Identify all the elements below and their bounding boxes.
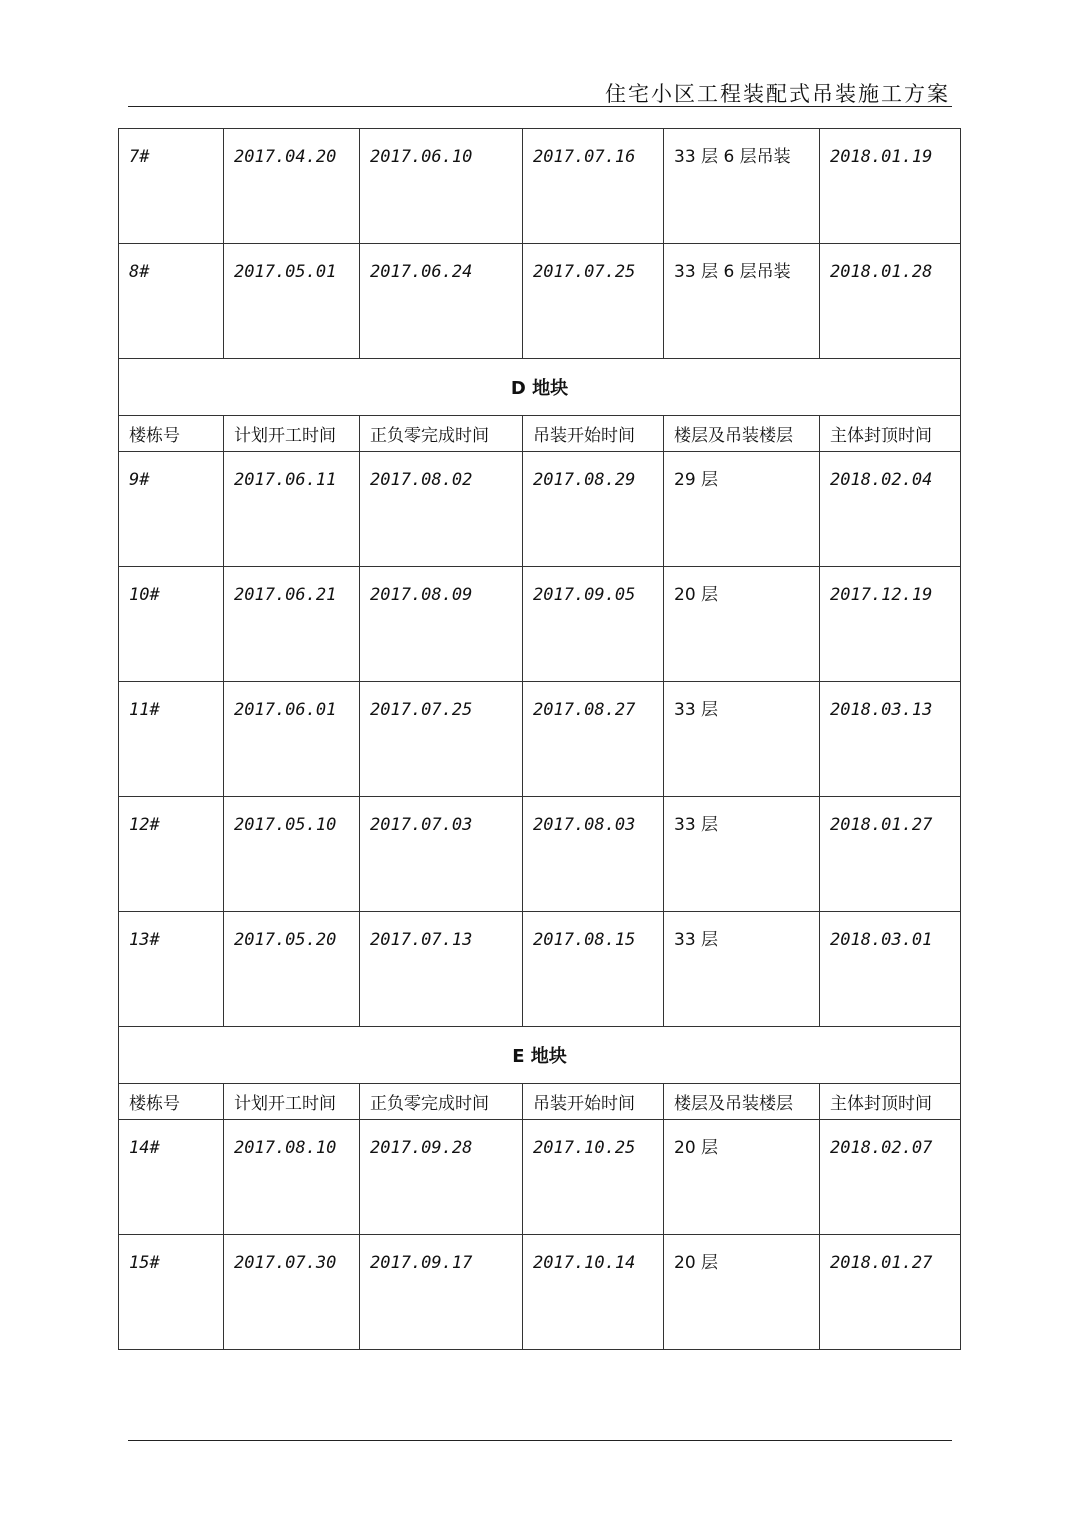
hoist-date-cell: 2017.10.14	[523, 1235, 664, 1350]
column-header: 楼栋号	[119, 1084, 224, 1120]
page-header	[128, 76, 952, 106]
zero-date-cell: 2017.07.25	[360, 682, 523, 797]
section-title: E 地块	[119, 1027, 961, 1084]
header-rule	[128, 106, 952, 107]
column-header: 主体封顶时间	[820, 1084, 961, 1120]
table-row	[119, 452, 961, 567]
building-cell: 8#	[119, 244, 224, 359]
table-row	[119, 797, 961, 912]
start-date-cell: 2017.08.10	[224, 1120, 360, 1235]
topping-date-cell: 2018.01.27	[820, 797, 961, 912]
start-date-cell: 2017.04.20	[224, 129, 360, 244]
start-date-cell: 2017.05.20	[224, 912, 360, 1027]
table-row	[119, 682, 961, 797]
hoist-date-cell: 2017.07.16	[523, 129, 664, 244]
start-date-cell: 2017.05.10	[224, 797, 360, 912]
building-cell: 7#	[119, 129, 224, 244]
hoist-date-cell: 2017.08.29	[523, 452, 664, 567]
schedule-table	[118, 128, 961, 1350]
floors-cell: 33 层	[664, 797, 820, 912]
zero-date-cell: 2017.08.09	[360, 567, 523, 682]
zero-date-cell: 2017.06.24	[360, 244, 523, 359]
topping-date-cell: 2018.01.19	[820, 129, 961, 244]
start-date-cell: 2017.07.30	[224, 1235, 360, 1350]
floors-cell: 20 层	[664, 1235, 820, 1350]
column-header: 正负零完成时间	[360, 1084, 523, 1120]
zero-date-cell: 2017.07.03	[360, 797, 523, 912]
column-header-row	[119, 1084, 961, 1120]
hoist-date-cell: 2017.10.25	[523, 1120, 664, 1235]
column-header: 正负零完成时间	[360, 416, 523, 452]
start-date-cell: 2017.06.01	[224, 682, 360, 797]
floors-cell: 33 层	[664, 682, 820, 797]
topping-date-cell: 2018.03.13	[820, 682, 961, 797]
column-header: 楼层及吊装楼层	[664, 1084, 820, 1120]
zero-date-cell: 2017.06.10	[360, 129, 523, 244]
column-header: 主体封顶时间	[820, 416, 961, 452]
start-date-cell: 2017.06.11	[224, 452, 360, 567]
column-header: 楼栋号	[119, 416, 224, 452]
floors-cell: 29 层	[664, 452, 820, 567]
section-title: D 地块	[119, 359, 961, 416]
topping-date-cell: 2018.01.28	[820, 244, 961, 359]
table-row	[119, 244, 961, 359]
section-row	[119, 359, 961, 416]
header-title: 住宅小区工程装配式吊装施工方案	[605, 82, 950, 106]
topping-date-cell: 2018.03.01	[820, 912, 961, 1027]
table-row	[119, 567, 961, 682]
column-header: 计划开工时间	[224, 1084, 360, 1120]
footer-rule	[128, 1440, 952, 1441]
building-cell: 9#	[119, 452, 224, 567]
floors-cell: 20 层	[664, 567, 820, 682]
building-cell: 14#	[119, 1120, 224, 1235]
start-date-cell: 2017.05.01	[224, 244, 360, 359]
building-cell: 10#	[119, 567, 224, 682]
column-header-row	[119, 416, 961, 452]
hoist-date-cell: 2017.07.25	[523, 244, 664, 359]
floors-cell: 33 层	[664, 912, 820, 1027]
floors-cell: 33 层 6 层吊装	[664, 129, 820, 244]
table-row	[119, 912, 961, 1027]
column-header: 吊装开始时间	[523, 416, 664, 452]
column-header: 楼层及吊装楼层	[664, 416, 820, 452]
hoist-date-cell: 2017.08.03	[523, 797, 664, 912]
building-cell: 12#	[119, 797, 224, 912]
topping-date-cell: 2018.02.04	[820, 452, 961, 567]
zero-date-cell: 2017.07.13	[360, 912, 523, 1027]
zero-date-cell: 2017.09.28	[360, 1120, 523, 1235]
hoist-date-cell: 2017.08.27	[523, 682, 664, 797]
column-header: 计划开工时间	[224, 416, 360, 452]
building-cell: 15#	[119, 1235, 224, 1350]
table-row	[119, 1120, 961, 1235]
floors-cell: 20 层	[664, 1120, 820, 1235]
building-cell: 11#	[119, 682, 224, 797]
topping-date-cell: 2018.01.27	[820, 1235, 961, 1350]
hoist-date-cell: 2017.08.15	[523, 912, 664, 1027]
zero-date-cell: 2017.09.17	[360, 1235, 523, 1350]
topping-date-cell: 2018.02.07	[820, 1120, 961, 1235]
building-cell: 13#	[119, 912, 224, 1027]
topping-date-cell: 2017.12.19	[820, 567, 961, 682]
column-header: 吊装开始时间	[523, 1084, 664, 1120]
zero-date-cell: 2017.08.02	[360, 452, 523, 567]
floors-cell: 33 层 6 层吊装	[664, 244, 820, 359]
hoist-date-cell: 2017.09.05	[523, 567, 664, 682]
section-row	[119, 1027, 961, 1084]
table-row	[119, 129, 961, 244]
table-row	[119, 1235, 961, 1350]
start-date-cell: 2017.06.21	[224, 567, 360, 682]
